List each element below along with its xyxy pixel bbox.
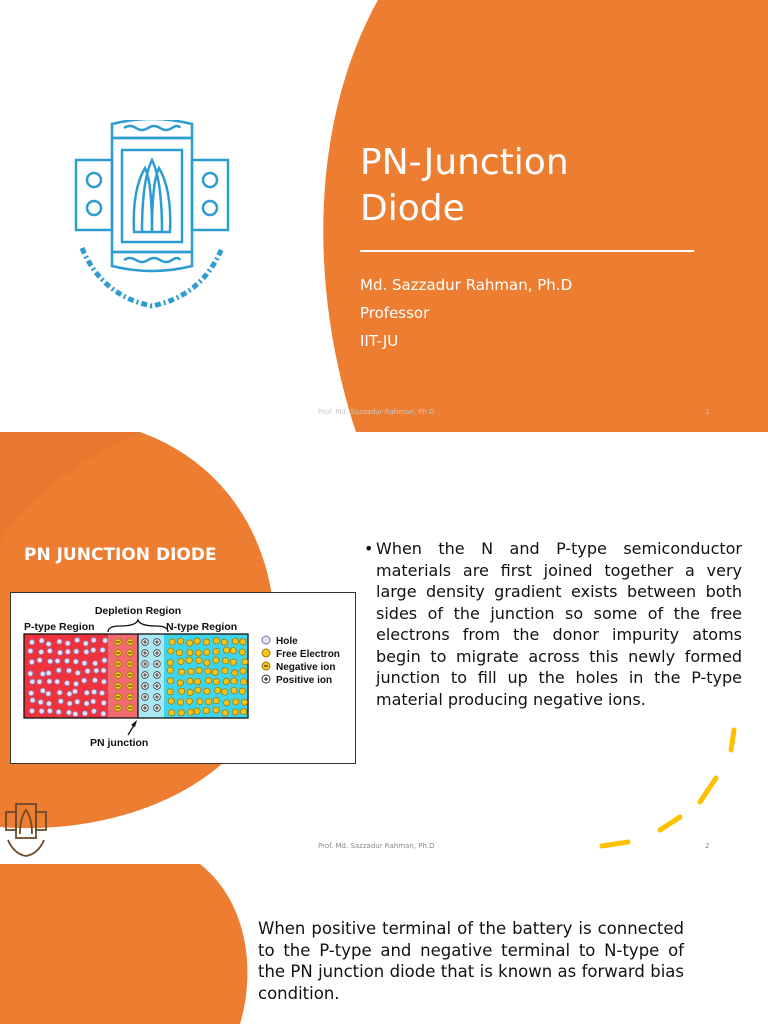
free-electron — [187, 678, 193, 684]
free-electron — [231, 687, 237, 693]
free-electron — [240, 668, 246, 674]
hole — [92, 678, 97, 683]
free-electron — [223, 647, 229, 653]
hole — [46, 691, 51, 696]
hole — [73, 681, 78, 686]
free-electron — [232, 709, 238, 715]
hole — [82, 661, 87, 666]
hole — [84, 690, 89, 695]
hole — [37, 679, 42, 684]
free-electron — [222, 689, 228, 695]
hole — [29, 708, 34, 713]
free-electron — [215, 687, 221, 693]
free-electron — [169, 639, 175, 645]
hole — [29, 691, 34, 696]
hole — [73, 659, 78, 664]
hole — [28, 671, 33, 676]
hole — [47, 708, 52, 713]
free-electron — [178, 710, 184, 716]
dashed-arc — [602, 730, 734, 846]
hole — [91, 647, 96, 652]
free-electron — [206, 699, 212, 705]
free-electron — [196, 657, 202, 663]
hole — [64, 680, 69, 685]
free-electron — [195, 687, 201, 693]
free-electron — [168, 698, 174, 704]
free-electron — [241, 699, 247, 705]
slide1-footer: Prof. Md. Sazzadur Rahman, Ph.D — [318, 408, 435, 416]
hole — [46, 670, 51, 675]
author-name: Md. Sazzadur Rahman, Ph.D — [360, 276, 573, 294]
hole — [38, 700, 43, 705]
hole — [91, 699, 96, 704]
legend-hole: Hole — [276, 636, 298, 647]
free-electron — [204, 660, 210, 666]
orange-panel-left — [0, 864, 247, 1024]
hole — [85, 668, 90, 673]
free-electron — [179, 669, 185, 675]
hole — [47, 679, 52, 684]
hole — [73, 711, 78, 716]
hole — [83, 641, 88, 646]
free-electron — [186, 657, 192, 663]
legend-positive-ion: Positive ion — [276, 675, 333, 686]
slide2-body-text: When the N and P-type semiconductor materials are first joined together a very large density gradient exists between both sides of the junction so some of the free electrons from the donor impurity atoms begin to migrate across this newly formed junction to fill up the holes in the P-type material producing negative ions. — [376, 539, 742, 709]
free-electron — [213, 657, 219, 663]
free-electron — [177, 699, 183, 705]
title-underline — [360, 250, 694, 252]
bullet-marker: • — [364, 539, 374, 558]
hole — [84, 701, 89, 706]
hole — [40, 688, 45, 693]
hole — [57, 650, 62, 655]
free-electron — [232, 638, 238, 644]
free-electron — [195, 678, 201, 684]
hole — [93, 661, 98, 666]
hole — [65, 649, 70, 654]
free-electron — [167, 689, 173, 695]
hole — [37, 658, 42, 663]
free-electron — [213, 638, 219, 644]
free-electron — [194, 708, 200, 714]
hole — [74, 649, 79, 654]
free-electron — [187, 689, 193, 695]
hole — [47, 648, 52, 653]
hole — [72, 689, 77, 694]
hole — [30, 679, 35, 684]
hole — [57, 639, 62, 644]
p-type-label: P-type Region — [24, 621, 95, 633]
slide2-page-number: 2 — [705, 842, 710, 850]
free-electron — [205, 677, 211, 683]
free-electron — [221, 639, 227, 645]
hole — [84, 649, 89, 654]
hole — [100, 647, 105, 652]
free-electron — [176, 650, 182, 656]
hole — [101, 700, 106, 705]
free-electron — [179, 688, 185, 694]
small-logo-icon — [4, 798, 48, 858]
hole — [75, 699, 80, 704]
free-electron — [230, 648, 236, 654]
slide2-footer: Prof. Md. Sazzadur Rahman, Ph.D — [318, 842, 435, 850]
free-electron — [213, 648, 219, 654]
free-electron — [188, 669, 194, 675]
free-electron — [187, 640, 193, 646]
free-electron — [233, 699, 239, 705]
free-electron — [222, 710, 228, 716]
hole — [67, 691, 72, 696]
free-electron — [168, 648, 174, 654]
free-electron — [223, 678, 229, 684]
legend-free-electron: Free Electron — [276, 649, 340, 660]
slide-title — [0, 0, 768, 432]
free-electron — [177, 680, 183, 686]
hole — [75, 670, 80, 675]
hole — [57, 690, 62, 695]
free-electron — [177, 638, 183, 644]
free-electron — [213, 679, 219, 685]
free-electron — [167, 660, 173, 666]
free-electron — [242, 659, 248, 665]
hole — [56, 668, 61, 673]
free-electron — [240, 639, 246, 645]
hole — [75, 637, 80, 642]
hole — [40, 671, 45, 676]
free-electron — [231, 678, 237, 684]
free-electron — [203, 639, 209, 645]
free-electron — [194, 638, 200, 644]
pn-junction-diagram — [10, 592, 356, 764]
free-electron — [188, 709, 194, 715]
free-electron — [204, 688, 210, 694]
title-line-1: PN-Junction — [360, 142, 569, 183]
hole — [30, 698, 35, 703]
free-electron — [187, 649, 193, 655]
free-electron — [239, 649, 245, 655]
hole — [91, 638, 96, 643]
slide3-body: When positive terminal of the battery is connected to the P-type and negative terminal to N-type of the PN junction diode that is known as forward bias condition. — [258, 919, 684, 1003]
free-electron — [205, 668, 211, 674]
title-line-2: Diode — [360, 188, 465, 229]
free-electron — [204, 649, 210, 655]
hole — [101, 679, 106, 684]
slide-forward-bias — [0, 864, 768, 1024]
free-electron — [178, 658, 184, 664]
hole — [46, 701, 51, 706]
hole — [46, 641, 51, 646]
free-electron — [232, 670, 238, 676]
free-electron — [224, 700, 230, 706]
hole — [101, 711, 106, 716]
hole — [39, 709, 44, 714]
free-electron — [186, 698, 192, 704]
slide2-heading: PN JUNCTION DIODE — [24, 545, 217, 565]
free-electron — [213, 698, 219, 704]
pn-junction-label: PN junction — [90, 737, 149, 749]
hole — [101, 668, 106, 673]
hole — [58, 699, 63, 704]
free-electron — [222, 668, 228, 674]
hole — [82, 711, 87, 716]
author-affiliation: IIT-JU — [360, 332, 399, 350]
free-electron — [167, 678, 173, 684]
slide2-body — [364, 538, 742, 710]
hole — [48, 659, 53, 664]
free-electron — [239, 688, 245, 694]
hole — [91, 709, 96, 714]
free-electron — [241, 679, 247, 685]
p-region — [24, 634, 108, 718]
hole — [103, 638, 108, 643]
hole — [39, 649, 44, 654]
hole — [56, 709, 61, 714]
hole — [102, 658, 107, 663]
hole — [99, 690, 104, 695]
hole — [67, 701, 72, 706]
university-logo-icon — [72, 120, 232, 312]
slide1-page-number: 1 — [705, 408, 710, 416]
free-electron — [203, 707, 209, 713]
hole — [39, 638, 44, 643]
legend-negative-ion: Negative ion — [276, 662, 336, 673]
n-type-label: N-type Region — [166, 621, 238, 633]
hole — [66, 668, 71, 673]
hole — [65, 641, 70, 646]
author-position: Professor — [360, 304, 430, 322]
free-electron — [212, 669, 218, 675]
hole — [81, 678, 86, 683]
hole — [94, 668, 99, 673]
free-electron — [167, 667, 173, 673]
free-electron — [197, 698, 203, 704]
free-electron — [240, 708, 246, 714]
hole — [66, 710, 71, 715]
free-electron — [213, 707, 219, 713]
hole — [55, 658, 60, 663]
hole — [29, 659, 34, 664]
free-electron — [196, 667, 202, 673]
slide-pn-junction — [0, 432, 768, 864]
hole — [28, 648, 33, 653]
hole — [29, 640, 34, 645]
free-electron — [223, 658, 229, 664]
free-electron — [230, 659, 236, 665]
hole — [55, 679, 60, 684]
hole — [92, 689, 97, 694]
depletion-label: Depletion Region — [94, 605, 182, 617]
hole — [64, 658, 69, 663]
free-electron — [169, 710, 175, 716]
free-electron — [195, 650, 201, 656]
slide-title-text — [360, 140, 569, 232]
